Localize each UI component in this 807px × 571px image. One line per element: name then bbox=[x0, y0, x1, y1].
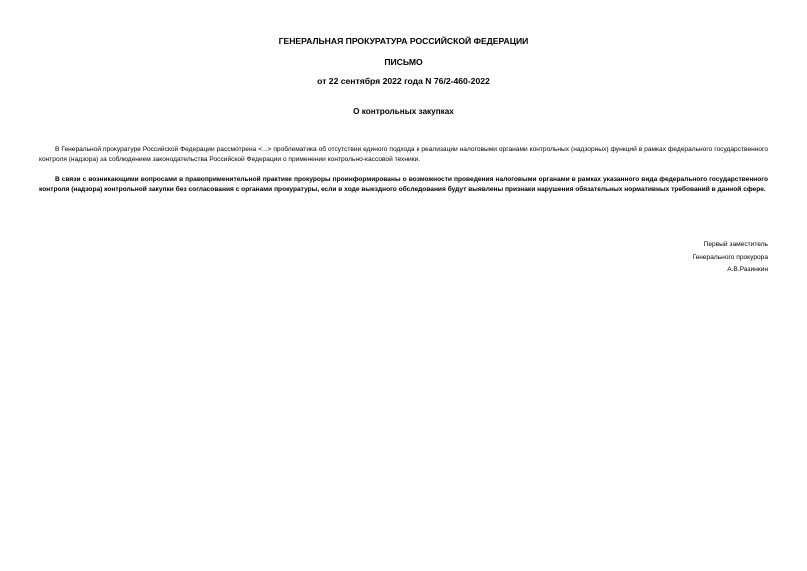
document-type: ПИСЬМО bbox=[384, 57, 423, 67]
body-paragraph-2: В связи с возникающими вопросами в правоприменительной практике прокуроры проинформированы о возможности проведения налоговыми органами в рамках указанного вида федерального государственного контроля (надзора) контрольной закупки без согласования с органами прокуратуры, если в ходе выездного обследования будут выявлены признаки нарушения обязательных нормативных требований в данной сфере. bbox=[39, 176, 768, 193]
document-subject: О контрольных закупках bbox=[353, 107, 454, 116]
signatory-position-line-1: Первый заместитель bbox=[703, 241, 768, 248]
body-paragraph-1: В Генеральной прокуратуре Российской Федерации рассмотрена <...> проблематика об отсутствии единого подхода к реализации налоговыми органами контрольных (надзорных) функций в рамках федерального государственного контроля (надзора) за соблюдением законодательства Российской Федерации о применении контрольно-кассовой техники. bbox=[39, 146, 768, 163]
document-date-number: от 22 сентября 2022 года N 76/2-460-2022 bbox=[317, 76, 490, 86]
signatory-position-line-2: Генерального прокурора bbox=[692, 253, 768, 261]
signature-block bbox=[692, 239, 768, 277]
signatory-name: А.В.Разинкин bbox=[727, 266, 768, 273]
issuing-organization: ГЕНЕРАЛЬНАЯ ПРОКУРАТУРА РОССИЙСКОЙ ФЕДЕРАЦИИ bbox=[278, 36, 529, 46]
